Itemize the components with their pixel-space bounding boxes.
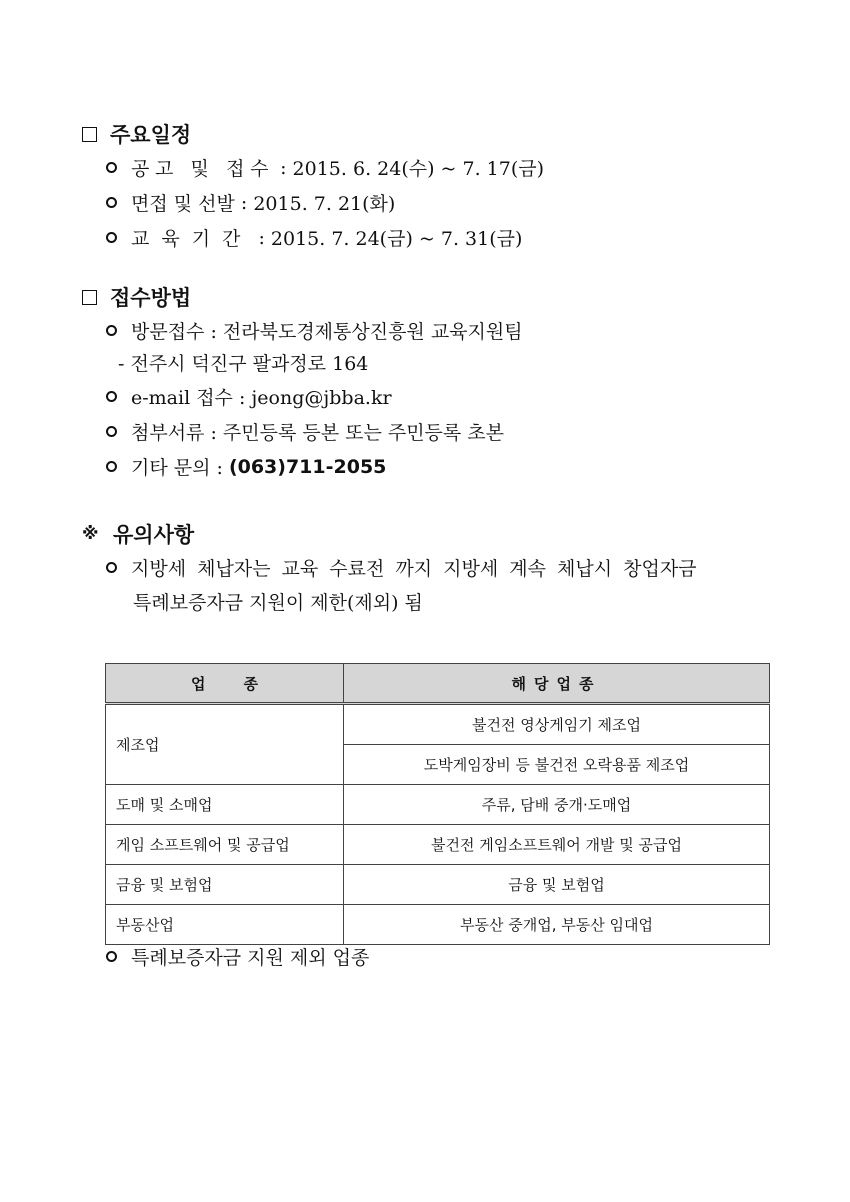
- schedule-item-sep: :: [274, 156, 293, 179]
- method-title: 접수방법: [110, 286, 192, 310]
- circle-bullet-icon: [106, 391, 117, 402]
- detail-cell: 금융 및 보험업: [344, 865, 770, 905]
- category-cell: 제조업: [106, 704, 344, 785]
- method-visit-text: 방문접수 : 전라북도경제통상진흥원 교육지원팀: [131, 321, 523, 343]
- circle-bullet-icon: [106, 162, 117, 173]
- restricted-industries-table: [105, 663, 770, 945]
- method-contact-label: 기타 문의 :: [131, 457, 229, 479]
- circle-bullet-icon: [106, 197, 117, 208]
- circle-bullet-icon: [106, 426, 117, 437]
- circle-bullet-icon: [106, 461, 117, 472]
- schedule-item-sep: :: [252, 226, 271, 249]
- detail-cell: 불건전 게임소프트웨어 개발 및 공급업: [344, 825, 770, 865]
- table-row: [106, 905, 770, 945]
- detail-cell: 불건전 영상게임기 제조업: [344, 704, 770, 745]
- square-icon: [82, 127, 97, 142]
- header-industry: 업종: [106, 664, 344, 704]
- table-caption-text: 특례보증자금 지원 제외 업종: [131, 947, 370, 969]
- circle-bullet-icon: [106, 325, 117, 336]
- schedule-item-interview: [106, 189, 395, 216]
- notes-item-text: 특례보증자금 지원이 제한(제외) 됨: [133, 592, 423, 614]
- method-contact: [106, 453, 386, 480]
- method-email-text: e-mail 접수 : jeong@jbba.kr: [131, 387, 392, 409]
- detail-cell: 주류, 담배 중개·도매업: [344, 785, 770, 825]
- schedule-item-training: [106, 224, 522, 251]
- detail-cell: 부동산 중개업, 부동산 임대업: [344, 905, 770, 945]
- schedule-item-sep: :: [234, 191, 254, 214]
- schedule-item-label: 공고 및 접수: [131, 158, 275, 180]
- schedule-item-value: 2015. 7. 21(화): [253, 193, 396, 215]
- header-applicable-industry: 해당업종: [344, 664, 770, 704]
- circle-bullet-icon: [106, 951, 117, 962]
- method-heading: [82, 282, 191, 312]
- table-header-row: [106, 664, 770, 704]
- category-cell: 게임 소프트웨어 및 공급업: [106, 825, 344, 865]
- method-email: [106, 383, 392, 410]
- category-cell: 금융 및 보험업: [106, 865, 344, 905]
- reference-mark-icon: ※: [82, 524, 99, 544]
- method-address: [118, 349, 368, 376]
- circle-bullet-icon: [106, 232, 117, 243]
- table-caption: [106, 943, 369, 970]
- method-contact-phone: (063)711-2055: [228, 455, 387, 478]
- schedule-item-value: 2015. 7. 24(금) ~ 7. 31(금): [270, 228, 523, 250]
- method-visit: [106, 317, 523, 344]
- table-row: [106, 785, 770, 825]
- method-documents-text: 첨부서류 : 주민등록 등본 또는 주민등록 초본: [131, 422, 505, 444]
- method-address-text: - 전주시 덕진구 팔과정로 164: [118, 353, 369, 375]
- table-row: [106, 704, 770, 745]
- method-documents: [106, 418, 504, 445]
- notes-item-line1: [106, 554, 697, 581]
- schedule-item-label: 교육기간: [131, 228, 253, 250]
- circle-bullet-icon: [106, 562, 117, 573]
- notes-title: 유의사항: [113, 523, 195, 547]
- category-cell: 도매 및 소매업: [106, 785, 344, 825]
- notes-item-text: 지방세 체납자는 교육 수료전 까지 지방세 계속 체납시 창업자금: [131, 558, 697, 580]
- schedule-title: 주요일정: [110, 123, 192, 147]
- table-row: [106, 825, 770, 865]
- table-row: [106, 865, 770, 905]
- notes-item-line2: [133, 588, 423, 615]
- schedule-item-value: 2015. 6. 24(수) ~ 7. 17(금): [292, 158, 545, 180]
- detail-cell: 도박게임장비 등 불건전 오락용품 제조업: [344, 745, 770, 785]
- square-icon: [82, 290, 97, 305]
- schedule-item-label: 면접 및 선발: [131, 193, 235, 215]
- notes-heading: [82, 519, 194, 549]
- schedule-heading: [82, 119, 191, 149]
- schedule-item-announcement: [106, 154, 544, 181]
- category-cell: 부동산업: [106, 905, 344, 945]
